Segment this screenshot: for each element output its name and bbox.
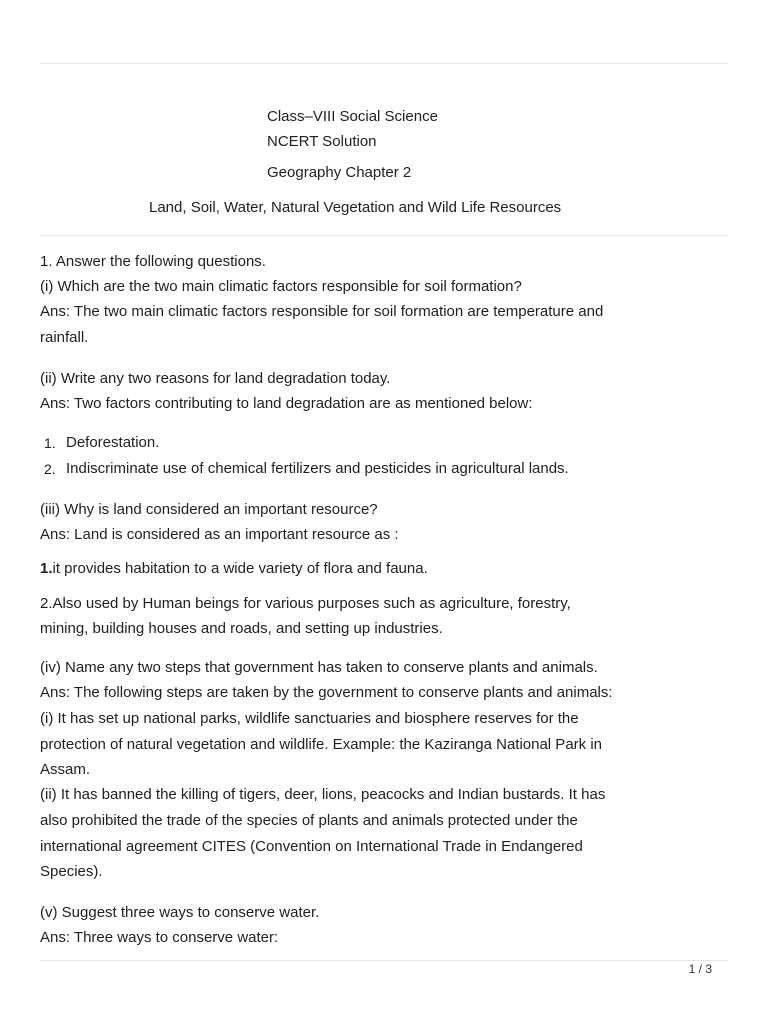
answer-4-step-1-continued: protection of natural vegetation and wildlife. Example: the Kaziranga National Park in <box>40 736 602 753</box>
question-4: (iv) Name any two steps that government has taken to conserve plants and animals. <box>40 659 598 676</box>
chapter-title: Geography Chapter 2 <box>267 164 412 181</box>
question-1: (i) Which are the two main climatic factors responsible for soil formation? <box>40 278 522 295</box>
answer-4-step-2-continued: also prohibited the trade of the species of plants and animals protected under the <box>40 812 578 829</box>
answer-4 <box>40 683 613 703</box>
answer-2 <box>40 394 533 414</box>
chapter-name: Land, Soil, Water, Natural Vegetation and Wild Life Resources <box>149 199 562 216</box>
section-title: 1. Answer the following questions. <box>40 253 266 270</box>
answer-4-step-2-continued: Species). <box>40 863 103 880</box>
answer-3 <box>40 525 399 545</box>
answer-4-step-2-continued: international agreement CITES (Convention on International Trade in Endangered <box>40 838 583 855</box>
answer-1-continued: rainfall. <box>40 329 89 346</box>
document-class-title: Class–VIII Social Science <box>267 108 438 125</box>
answer-text: Land is considered as an important resource as : <box>70 526 399 543</box>
answer-4-step-2: (ii) It has banned the killing of tigers, deer, lions, peacocks and Indian bustards. It has <box>40 786 606 803</box>
answer-label: Ans: <box>40 929 71 946</box>
answer-4-step-1-continued: Assam. <box>40 761 91 778</box>
question-2: (ii) Write any two reasons for land degradation today. <box>40 370 391 387</box>
list-item: Indiscriminate use of chemical fertilizers and pesticides in agricultural lands. <box>66 460 569 477</box>
answer-text: Three ways to conserve water: <box>70 929 279 946</box>
answer-label: Ans: <box>40 684 71 701</box>
footer-divider <box>40 960 728 961</box>
top-divider <box>40 63 728 64</box>
answer-label: Ans: <box>40 526 71 543</box>
answer-label: Ans: <box>40 395 71 412</box>
answer-label: Ans: <box>40 303 71 320</box>
answer-3-point-2: 2.Also used by Human beings for various purposes such as agriculture, forestry, <box>40 595 571 612</box>
header-divider <box>40 235 728 236</box>
answer-1 <box>40 302 603 322</box>
answer-text: The two main climatic factors responsible for soil formation are temperature and <box>70 303 604 320</box>
answer-3-point-1 <box>40 559 428 579</box>
answer-4-step-1: (i) It has set up national parks, wildlife sanctuaries and biosphere reserves for the <box>40 710 579 727</box>
point-text: it provides habitation to a wide variety of flora and fauna. <box>52 560 428 577</box>
page-indicator: 1 / 3 <box>688 962 712 976</box>
answer-3-point-2-continued: mining, building houses and roads, and setting up industries. <box>40 620 443 637</box>
question-5: (v) Suggest three ways to conserve water. <box>40 904 320 921</box>
list-item-number: 1. <box>44 435 56 451</box>
point-number: 1. <box>40 560 53 577</box>
answer-text: The following steps are taken by the government to conserve plants and animals: <box>70 684 613 701</box>
answer-5 <box>40 928 278 948</box>
document-subtitle: NCERT Solution <box>267 133 377 150</box>
question-3: (iii) Why is land considered an important resource? <box>40 501 378 518</box>
list-item: Deforestation. <box>66 434 160 451</box>
answer-text: Two factors contributing to land degradation are as mentioned below: <box>70 395 533 412</box>
list-item-number: 2. <box>44 461 56 477</box>
